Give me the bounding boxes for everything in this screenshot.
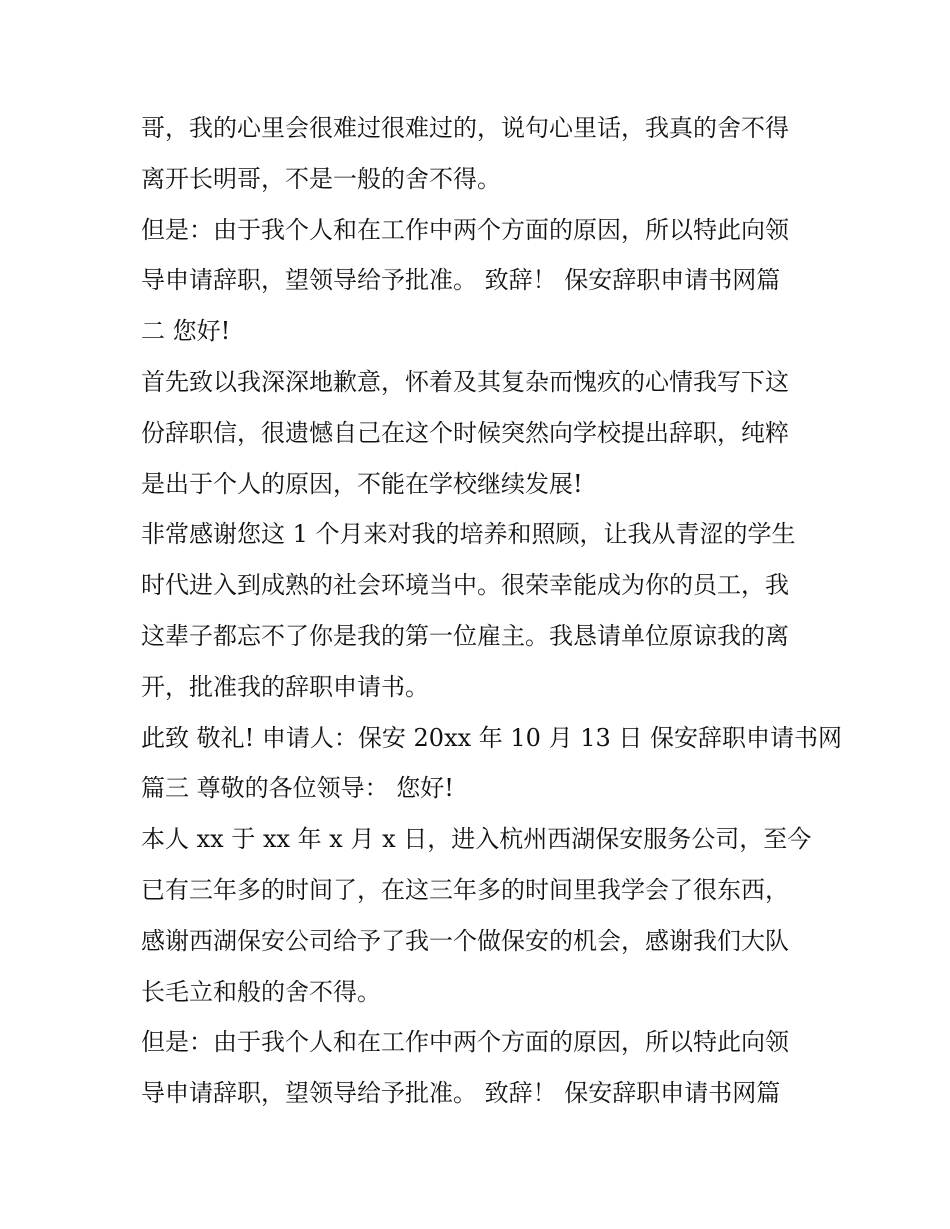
paragraph-1 xyxy=(141,103,821,205)
text-line: 感谢西湖保安公司给予了我一个做保安的机会，感谢我们大队 xyxy=(141,926,789,955)
text-line: 本人 xx 于 xx 年 x 月 x 日，进入杭州西湖保安服务公司，至今 xyxy=(141,825,812,854)
document-body xyxy=(141,103,842,1119)
text-line: 哥，我的心里会很难过很难过的，说句心里话，我真的舍不得 xyxy=(141,114,789,142)
text-line: 首先致以我深深地歉意，怀着及其复杂而愧疚的心情我写下这 xyxy=(141,367,789,396)
text-line: 篇三 尊敬的各位领导： 您好! xyxy=(141,774,454,803)
text-line: 长毛立和般的舍不得。 xyxy=(141,977,381,1006)
text-line: 这辈子都忘不了你是我的第一位雇主。我恳请单位原谅我的离 xyxy=(141,621,789,650)
text-line: 份辞职信，很遗憾自己在这个时候突然向学校提出辞职，纯粹 xyxy=(141,418,789,447)
text-line: 二 您好! xyxy=(141,317,231,346)
text-line: 非常感谢您这 1 个月来对我的培养和照顾，让我从青涩的学生 xyxy=(141,520,796,549)
text-line: 此致 敬礼! 申请人：保安 20xx 年 10 月 13 日 保安辞职申请书网 xyxy=(141,723,842,752)
text-line: 已有三年多的时间了，在这三年多的时间里我学会了很东西， xyxy=(141,875,789,904)
paragraph-5 xyxy=(141,713,842,815)
paragraph-4 xyxy=(141,509,821,712)
text-line: 但是：由于我个人和在工作中两个方面的原因，所以特此向领 xyxy=(141,1028,789,1057)
text-line: 导申请辞职，望领导给予批准。 致辞！ 保安辞职申请书网篇 xyxy=(141,1079,781,1108)
paragraph-2 xyxy=(141,205,821,357)
paragraph-6 xyxy=(141,814,821,1017)
paragraph-7 xyxy=(141,1017,821,1119)
text-line: 时代进入到成熟的社会环境当中。很荣幸能成为你的员工，我 xyxy=(141,571,789,600)
text-line: 是出于个人的原因，不能在学校继续发展! xyxy=(141,469,583,498)
text-line: 开，批准我的辞职申请书。 xyxy=(141,672,429,701)
text-line: 导申请辞职，望领导给予批准。 致辞！ 保安辞职申请书网篇 xyxy=(141,266,781,295)
text-line: 但是：由于我个人和在工作中两个方面的原因，所以特此向领 xyxy=(141,215,789,244)
text-line: 离开长明哥，不是一般的舍不得。 xyxy=(141,164,501,193)
paragraph-3 xyxy=(141,357,821,509)
